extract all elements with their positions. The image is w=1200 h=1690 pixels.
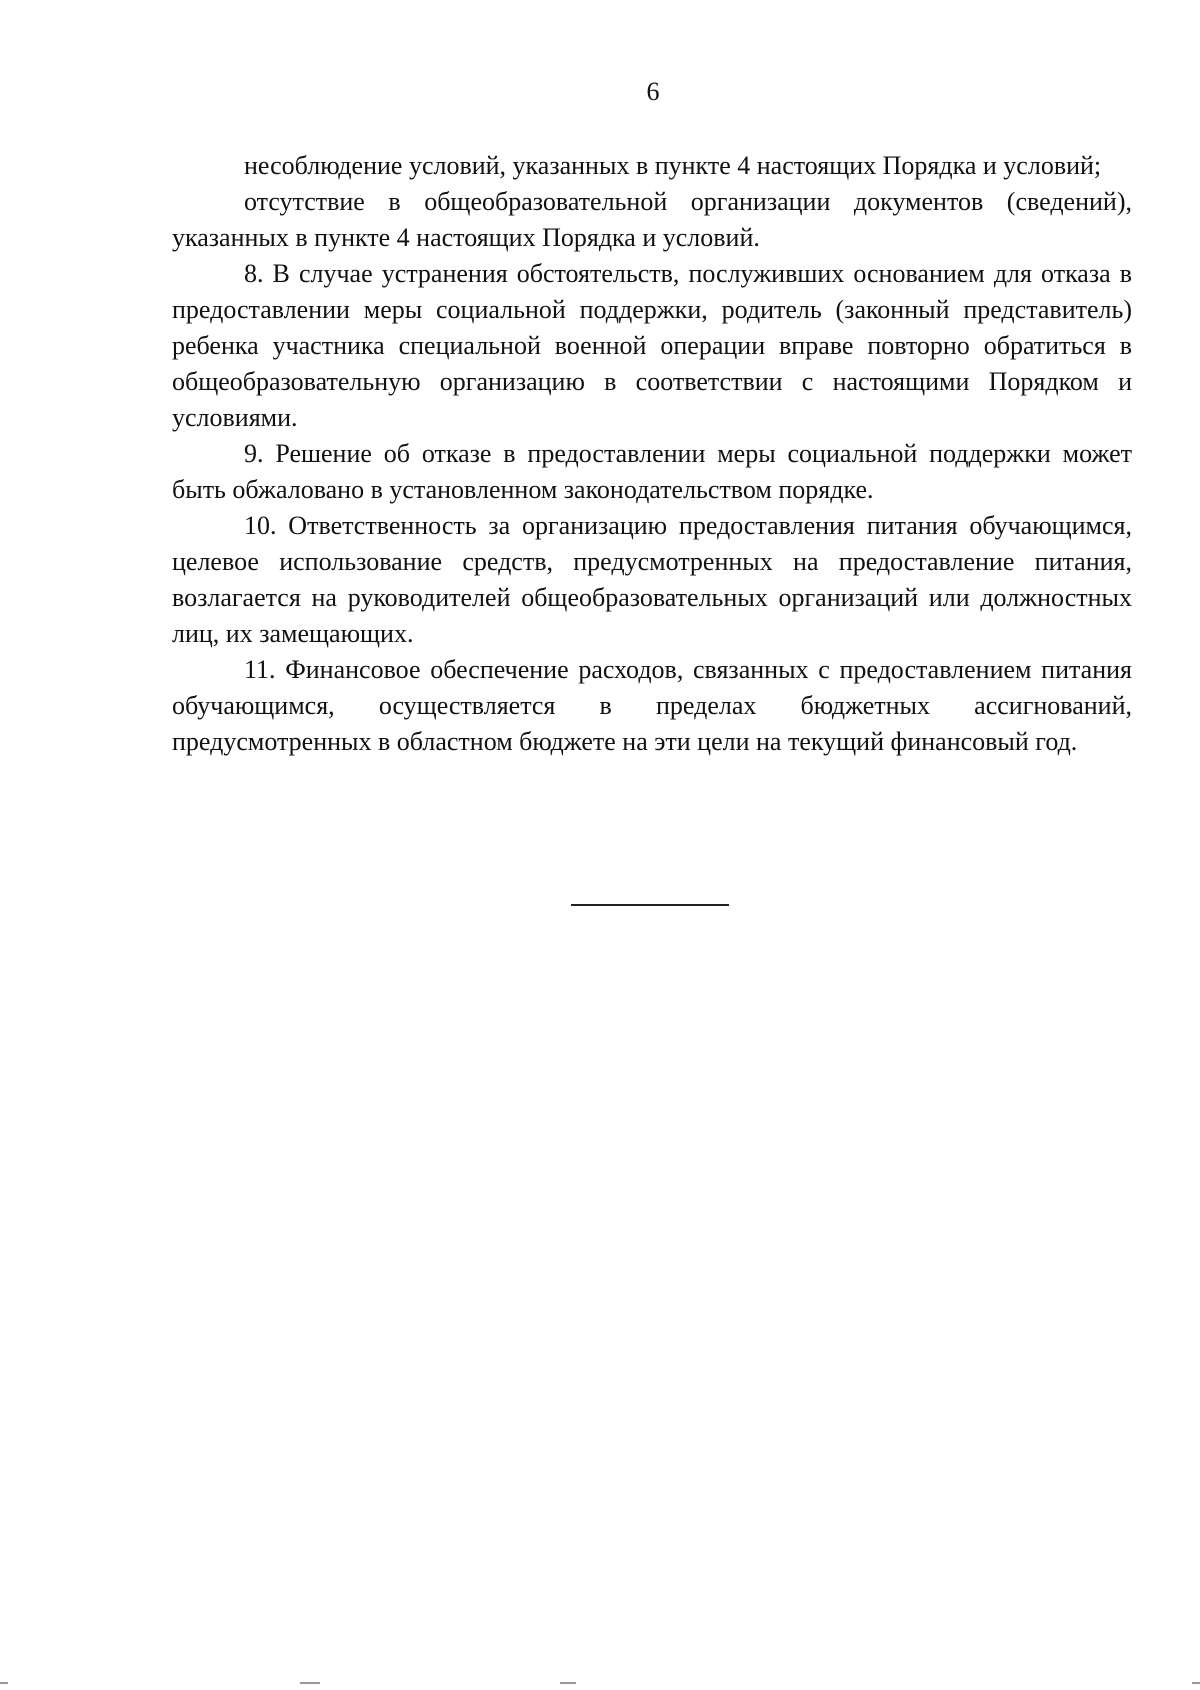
scan-mark — [300, 1682, 320, 1684]
page-number: 6 — [646, 77, 660, 106]
paragraph-condition-violation: несоблюдение условий, указанных в пункте 4 настоящих Порядка и условий; — [244, 151, 1102, 180]
document-body — [172, 148, 1132, 760]
paragraph-missing-documents: отсутствие в общеобразовательной организации документов (сведений), указанных в пункте 4 настоящих Порядка и условий. — [172, 187, 1132, 252]
scan-edge-marks — [0, 1682, 1200, 1684]
paragraph-item-11: 11. Финансовое обеспечение расходов, связанных с предоставлением питания обучающимся, осуществляется в пределах бюджетных ассигнований, предусмотренных в областном бюджете на эти цели на текущий финансовый год. — [172, 655, 1132, 756]
end-of-document-rule — [571, 904, 729, 906]
scan-mark — [560, 1682, 576, 1684]
paragraph-item-8: 8. В случае устранения обстоятельств, послуживших основанием для отказа в предоставлении меры социальной поддержки, родитель (законный представитель) ребенка участника специальной военной операции вправе повторно обратиться в общеобразовательную организацию в соответствии с настоящими Порядком и условиями. — [172, 259, 1132, 432]
scan-mark — [0, 1682, 8, 1684]
paragraph-item-10: 10. Ответственность за организацию предоставления питания обучающимся, целевое использование средств, предусмотренных на предоставление питания, возлагается на руководителей общеобразовательных организаций или должностных лиц, их замещающих. — [172, 511, 1132, 648]
paragraph-item-9: 9. Решение об отказе в предоставлении меры социальной поддержки может быть обжаловано в установленном законодательством порядке. — [172, 439, 1132, 504]
scan-mark — [1192, 1682, 1200, 1684]
